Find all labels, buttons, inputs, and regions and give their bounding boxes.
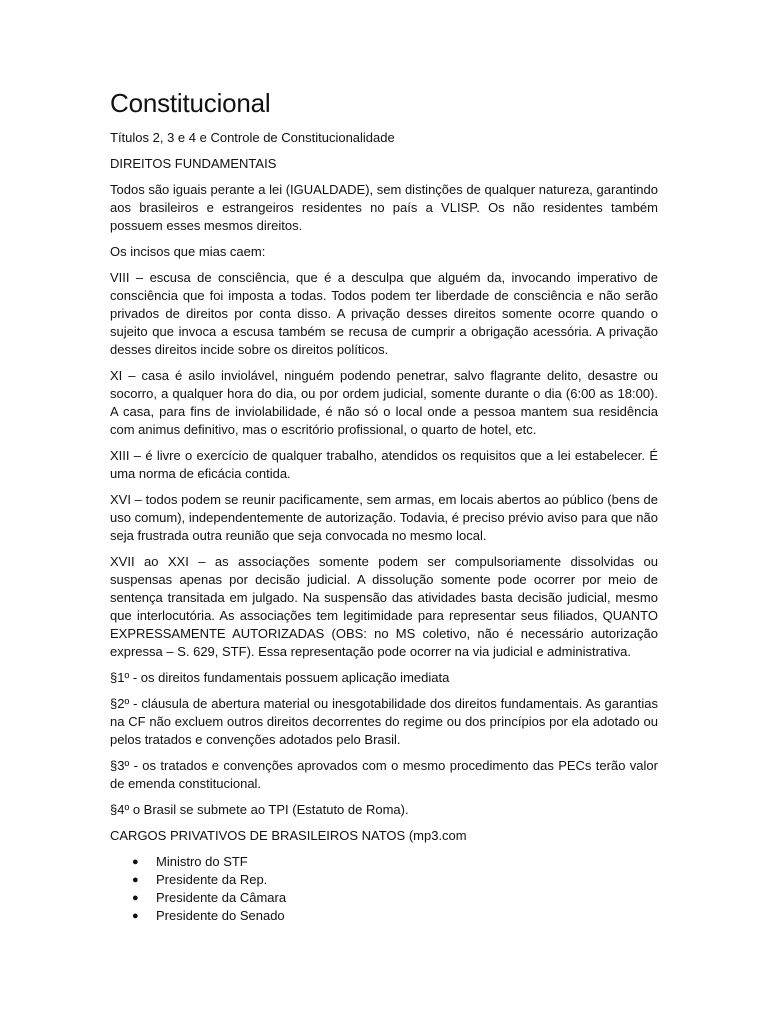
paragraph-paragrafo-4: §4º o Brasil se submete ao TPI (Estatuto de Roma). <box>110 802 409 817</box>
paragraph-incisos-intro: Os incisos que mias caem: <box>110 244 266 259</box>
paragraph-paragrafo-2: §2º - cláusula de abertura material ou inesgotabilidade dos direitos fundamentais. As garantias na CF não excluem outros direitos decorrentes do regime ou dos princípios por ela adotado ou pelos tratados e convenções adotados pelo Brasil. <box>110 696 658 747</box>
bullet-icon: ● <box>132 874 139 886</box>
subtitle: Títulos 2, 3 e 4 e Controle de Constitucionalidade <box>110 130 395 145</box>
list-item-label: Presidente do Senado <box>156 908 285 923</box>
paragraph-inciso-xvii-xxi: XVII ao XXI – as associações somente podem ser compulsoriamente dissolvidas ou suspensas apenas por decisão judicial. A dissolução somente pode ocorrer por meio de sentença transitada em julgado. Na suspensão das atividades basta decisão judicial, mesmo que interlocutória. As associações tem legitimidade para representar seus filiados, QUANTO EXPRESSAMENTE AUTORIZADAS (OBS: no MS coletivo, não é necessário autorização expressa – S. 629, STF). Essa representação pode ocorrer na via judicial e administrativa. <box>110 554 658 659</box>
paragraph-paragrafo-1: §1º - os direitos fundamentais possuem aplicação imediata <box>110 670 450 685</box>
cargos-list <box>110 853 658 925</box>
list-item <box>132 871 658 889</box>
paragraph-igualdade: Todos são iguais perante a lei (IGUALDADE), sem distinções de qualquer natureza, garantindo aos brasileiros e estrangeiros residentes no país a VLISP. Os não residentes também possuem esses mesmos direitos. <box>110 182 658 233</box>
bullet-icon: ● <box>132 892 139 904</box>
list-item-label: Presidente da Câmara <box>156 890 287 905</box>
paragraph-inciso-xvi: XVI – todos podem se reunir pacificamente, sem armas, em locais abertos ao público (bens de uso comum), independentemente de autorização. Todavia, é preciso prévio aviso para que não seja frustrada outra reunião que seja convocada no mesmo local. <box>110 492 658 543</box>
page-title: Constitucional <box>110 88 271 118</box>
paragraph-paragrafo-3: §3º - os tratados e convenções aprovados com o mesmo procedimento das PECs terão valor de emenda constitucional. <box>110 758 658 791</box>
list-item <box>132 907 658 925</box>
list-item <box>132 889 658 907</box>
paragraph-cargos-privativos: CARGOS PRIVATIVOS DE BRASILEIROS NATOS (mp3.com <box>110 828 467 843</box>
list-item <box>132 853 658 871</box>
list-item-label: Presidente da Rep. <box>156 872 268 887</box>
paragraph-inciso-xiii: XIII – é livre o exercício de qualquer trabalho, atendidos os requisitos que a lei estabelecer. É uma norma de eficácia contida. <box>110 448 658 481</box>
section-heading: DIREITOS FUNDAMENTAIS <box>110 156 277 171</box>
list-item-label: Ministro do STF <box>156 854 248 869</box>
paragraph-inciso-xi: XI – casa é asilo inviolável, ninguém podendo penetrar, salvo flagrante delito, desastre ou socorro, a qualquer hora do dia, ou por ordem judicial, somente durante o dia (6:00 as 18:00). A casa, para fins de inviolabilidade, é não só o local onde a pessoa mantem sua residência com animus definitivo, mas o escritório profissional, o quarto de hotel, etc. <box>110 368 658 437</box>
bullet-icon: ● <box>132 856 139 868</box>
bullet-icon: ● <box>132 910 139 922</box>
paragraph-inciso-viii: VIII – escusa de consciência, que é a desculpa que alguém da, invocando imperativo de consciência que foi imposta a todas. Todos podem ter liberdade de consciência e não serão privados de direitos por conta disso. A privação desses direitos somente ocorre quando o sujeito que invoca a escusa também se recusa de cumprir a obrigação acessória. A privação desses direitos incide sobre os direitos políticos. <box>110 270 658 357</box>
